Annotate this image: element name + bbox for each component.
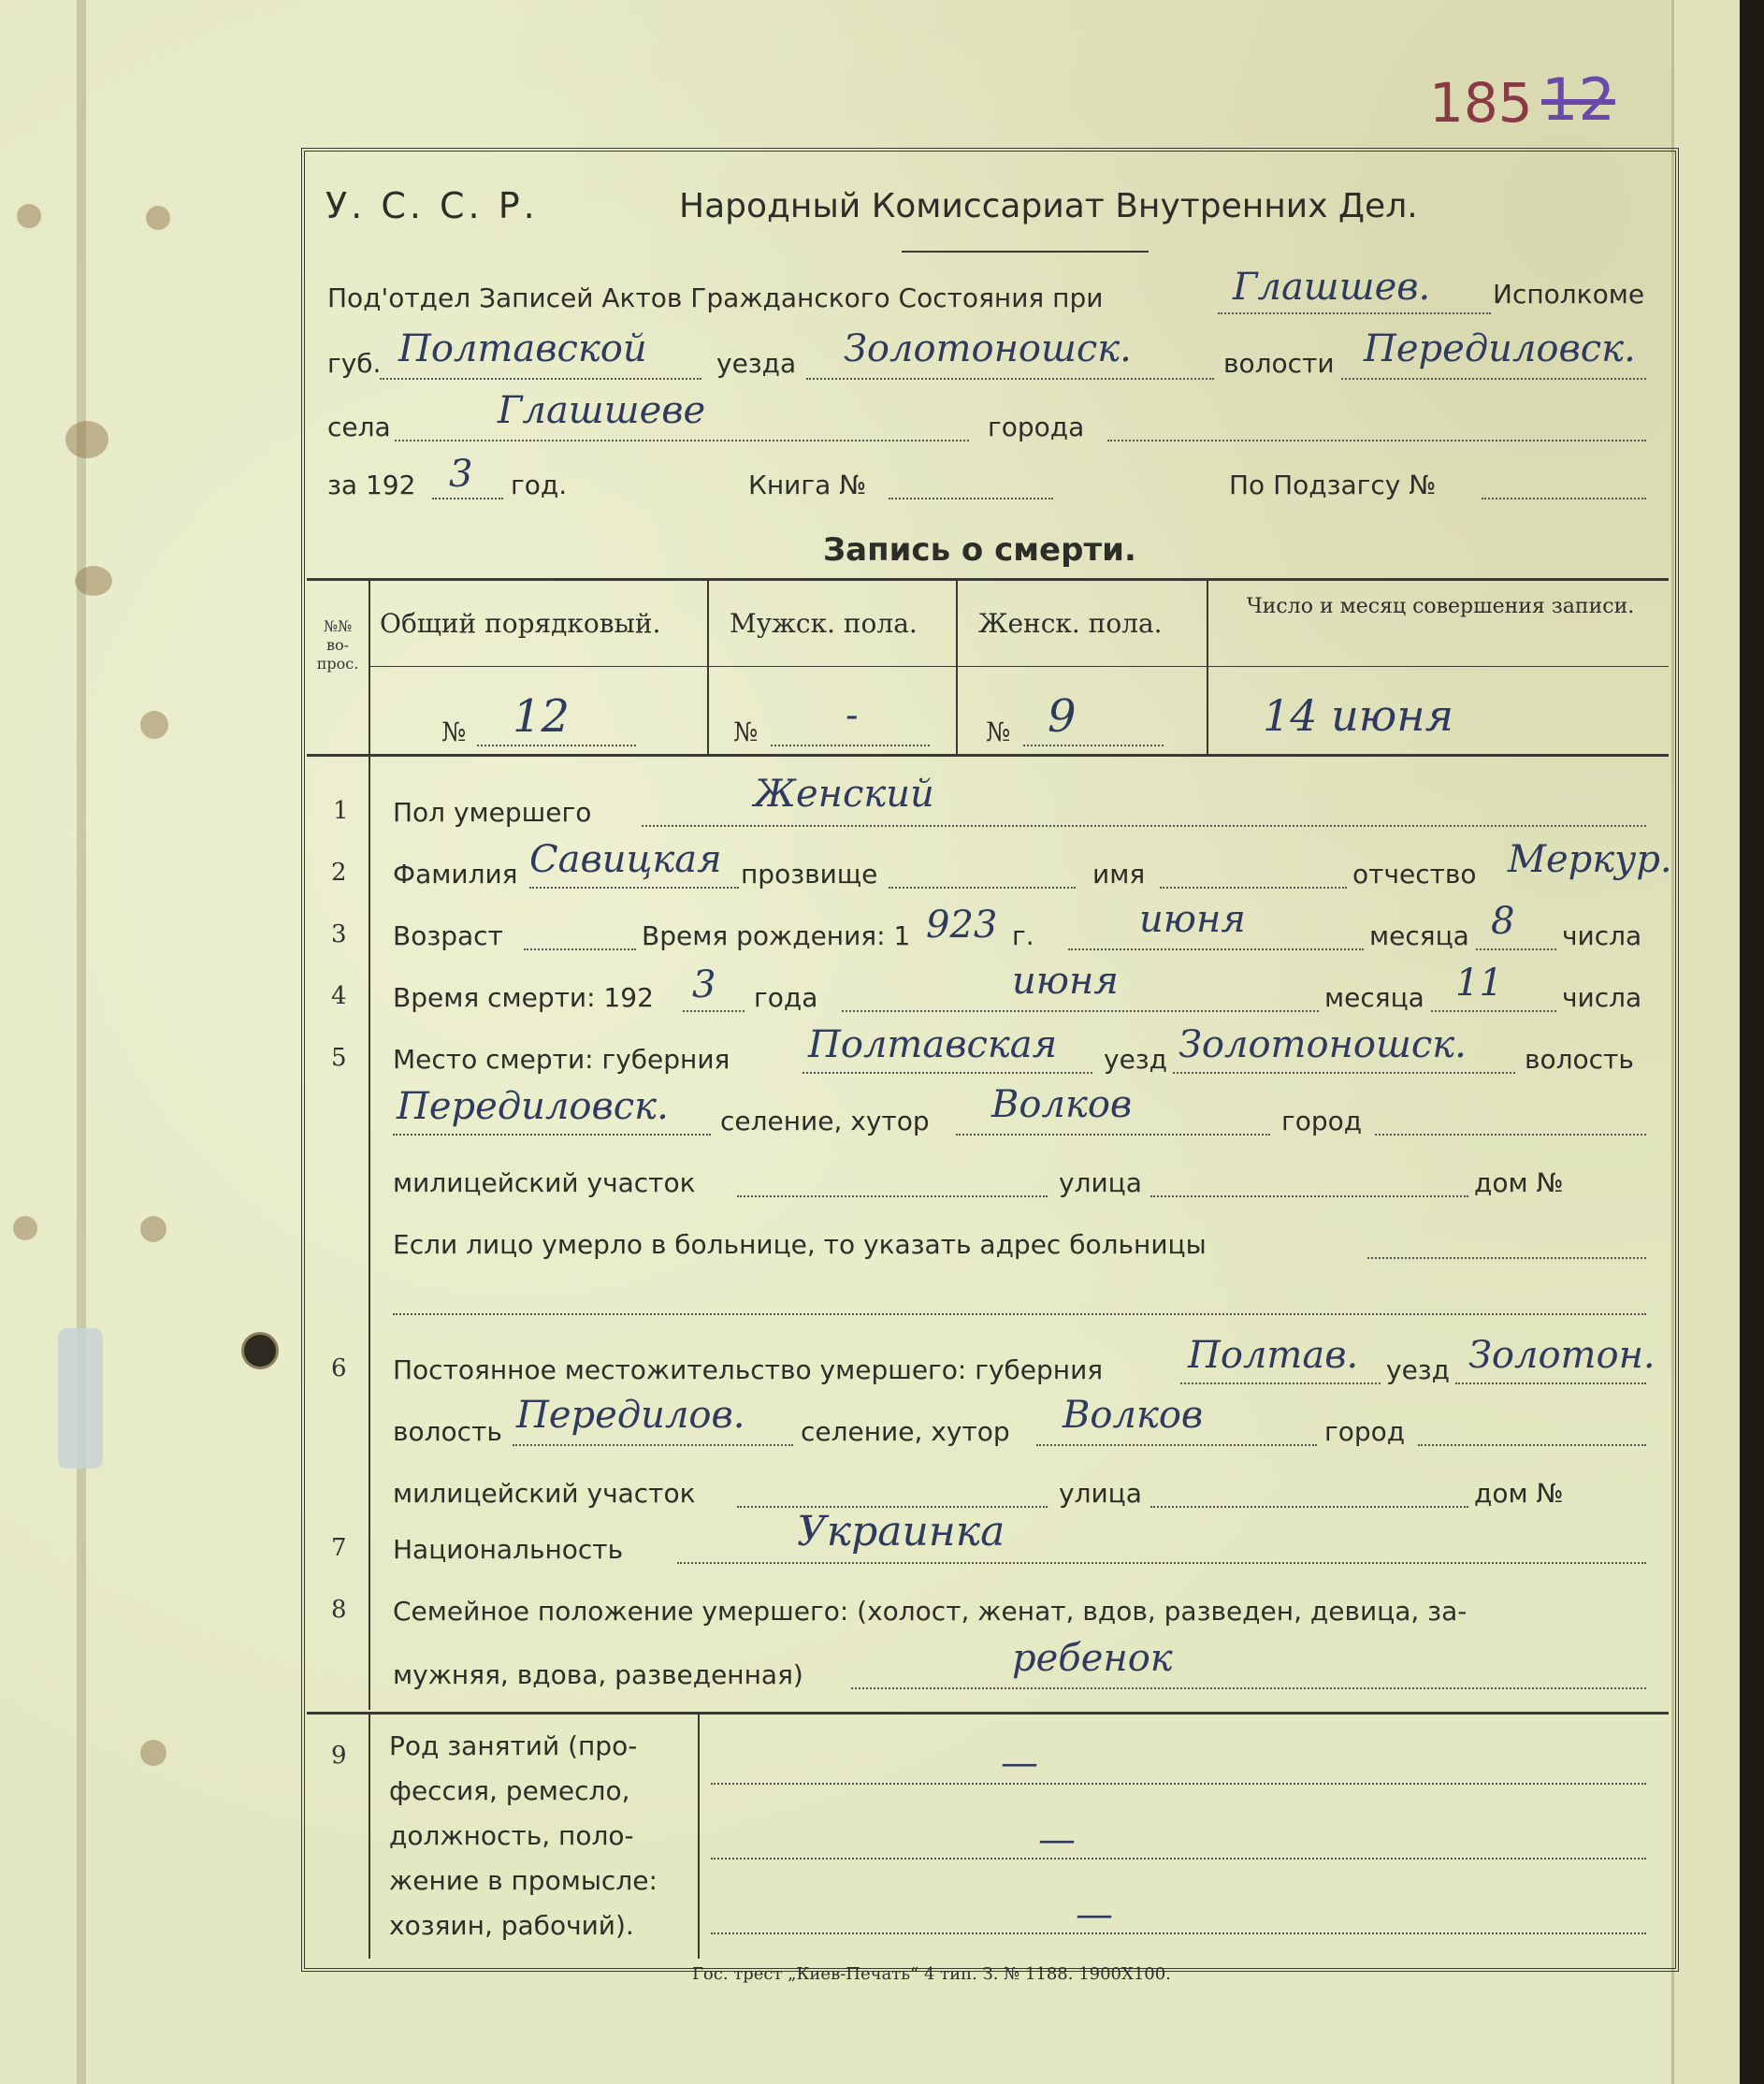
f7-value: Украинка bbox=[797, 1508, 1005, 1556]
record-date-value: 14 июня bbox=[1263, 690, 1454, 741]
f6-street-label: улица bbox=[1059, 1478, 1142, 1509]
f5-mil-line bbox=[737, 1195, 1048, 1197]
subdept-line bbox=[1218, 312, 1491, 314]
row-number: 1 bbox=[333, 797, 349, 825]
f6-volost-line bbox=[513, 1444, 793, 1446]
f3-month-label: месяца bbox=[1369, 920, 1469, 951]
f6-uezd-label: уезд bbox=[1386, 1354, 1451, 1385]
subdept-value: Глашшев. bbox=[1233, 266, 1431, 309]
year-line bbox=[432, 498, 503, 499]
table-col-line bbox=[1207, 580, 1208, 754]
uezd-line bbox=[806, 378, 1214, 380]
row-number: 3 bbox=[331, 920, 347, 948]
selo-value: Глашшеве bbox=[498, 389, 706, 432]
f7-line bbox=[677, 1562, 1646, 1564]
f3-day-line bbox=[1476, 948, 1556, 950]
table-bottom-line bbox=[307, 754, 1669, 757]
f6-label: Постоянное местожительство умершего: губерния bbox=[393, 1354, 1104, 1385]
row-number: 5 bbox=[331, 1044, 347, 1072]
gorod-line bbox=[1107, 440, 1646, 441]
punch-hole bbox=[241, 1332, 279, 1369]
f6-selo-line bbox=[1036, 1444, 1317, 1446]
f9-value: — bbox=[1001, 1742, 1038, 1785]
title-underline bbox=[902, 251, 1149, 253]
general-no-line bbox=[477, 745, 636, 746]
f4-day-label: числа bbox=[1562, 982, 1642, 1013]
no-label: № bbox=[441, 716, 467, 747]
f3-day-value: 8 bbox=[1491, 900, 1515, 943]
f9-value: — bbox=[1076, 1893, 1113, 1936]
stain bbox=[140, 1740, 166, 1766]
f5-house-label: дом № bbox=[1474, 1167, 1564, 1198]
row-number: 7 bbox=[331, 1534, 347, 1562]
f2-surname-label: Фамилия bbox=[393, 859, 518, 890]
f1-label: Пол умершего bbox=[393, 797, 592, 828]
table-top-line bbox=[307, 578, 1669, 581]
f2-nick-line bbox=[889, 887, 1076, 889]
table-mid-line bbox=[370, 666, 1669, 667]
f9-line bbox=[711, 1858, 1646, 1860]
podzags-line bbox=[1482, 498, 1646, 499]
f5-gorod-label: город bbox=[1281, 1106, 1363, 1136]
ispolkom-label: Исполкоме bbox=[1493, 279, 1645, 310]
f3-day-label: числа bbox=[1562, 920, 1642, 951]
repair-tape bbox=[58, 1328, 103, 1469]
male-no-value: - bbox=[846, 694, 859, 737]
f3-age-label: Возраст bbox=[393, 920, 503, 951]
volost-label: волости bbox=[1223, 348, 1335, 379]
f9-line bbox=[711, 1932, 1646, 1934]
f5-hospital-line bbox=[1367, 1257, 1646, 1259]
female-no-line bbox=[1023, 745, 1164, 746]
volost-line bbox=[1341, 378, 1646, 380]
archive-pencil-number: 185 bbox=[1429, 71, 1533, 135]
f4-month-line bbox=[842, 1010, 1319, 1012]
f6-uezd-value: Золотон. bbox=[1468, 1334, 1656, 1377]
subdept-label: Под'отдел Записей Актов Гражданского Состояния при bbox=[327, 282, 1104, 313]
row-number: 9 bbox=[331, 1742, 347, 1770]
f2-patr-value: Меркур. bbox=[1508, 838, 1672, 881]
row-number: 4 bbox=[331, 982, 347, 1010]
book-label: Книга № bbox=[748, 470, 867, 500]
f5-volost-label: волость bbox=[1525, 1044, 1634, 1075]
f5-hospital-line-2 bbox=[393, 1313, 1646, 1315]
year-value: 3 bbox=[449, 453, 473, 496]
gub-label: губ. bbox=[327, 348, 382, 379]
no-label: № bbox=[986, 716, 1011, 747]
archive-stamp-number: 12 bbox=[1541, 65, 1615, 134]
page-edge bbox=[1671, 0, 1740, 2084]
f6-volost-value: Передилов. bbox=[516, 1394, 745, 1437]
f9-label-line: хозяин, рабочий). bbox=[389, 1910, 634, 1941]
f8-label-2: мужняя, вдова, разведенная) bbox=[393, 1659, 803, 1690]
f8-line bbox=[851, 1687, 1646, 1689]
f6-street-line bbox=[1150, 1506, 1468, 1508]
male-no-line bbox=[771, 745, 930, 746]
f2-name-label: имя bbox=[1092, 859, 1146, 890]
f4-day-line bbox=[1431, 1010, 1556, 1012]
f5-hospital-label: Если лицо умерло в больнице, то указать адрес больницы bbox=[393, 1229, 1207, 1260]
uezd-label: уезда bbox=[716, 348, 797, 379]
f5-gub-line bbox=[802, 1072, 1092, 1074]
gub-line bbox=[380, 378, 701, 380]
binding-fold bbox=[77, 0, 86, 2084]
gub-value: Полтавской bbox=[398, 327, 647, 370]
f9-line bbox=[711, 1783, 1646, 1785]
f2-patr-label: отчество bbox=[1352, 859, 1477, 890]
f4-year-value: 3 bbox=[692, 963, 716, 1006]
stain bbox=[140, 711, 168, 739]
f4-month-value: июня bbox=[1012, 960, 1119, 1003]
f6-volost-label: волость bbox=[393, 1416, 502, 1447]
col-general-header: Общий порядковый. bbox=[380, 608, 661, 639]
row-number: 8 bbox=[331, 1596, 347, 1624]
year-suffix: год. bbox=[511, 470, 568, 500]
volost-value: Передиловск. bbox=[1364, 327, 1636, 370]
col-female-header: Женск. пола. bbox=[978, 608, 1163, 639]
f5-selo-label: селение, хутор bbox=[720, 1106, 930, 1136]
row-number-column-line bbox=[369, 756, 370, 1710]
f5-label: Место смерти: губерния bbox=[393, 1044, 730, 1075]
f1-line bbox=[642, 825, 1646, 827]
col-male-header: Мужск. пола. bbox=[730, 608, 918, 639]
f6-gub-value: Полтав. bbox=[1188, 1334, 1359, 1377]
stain bbox=[140, 1216, 166, 1242]
f4-month-label: месяца bbox=[1324, 982, 1424, 1013]
f5-gub-value: Полтавская bbox=[808, 1023, 1058, 1066]
stain bbox=[146, 206, 170, 230]
occupation-col-line bbox=[698, 1714, 700, 1959]
stain bbox=[17, 204, 41, 228]
f9-value: — bbox=[1038, 1818, 1076, 1861]
f3-g-label: г. bbox=[1012, 920, 1034, 951]
selo-line bbox=[395, 440, 969, 441]
f5-street-label: улица bbox=[1059, 1167, 1142, 1198]
occupation-col-line bbox=[369, 1714, 370, 1959]
f5-uezd-label: уезд bbox=[1104, 1044, 1168, 1075]
f9-label-line: жение в промысле: bbox=[389, 1865, 658, 1896]
f3-month-line bbox=[1068, 948, 1364, 950]
f6-mil-label: милицейский участок bbox=[393, 1478, 696, 1509]
f9-label-line: Род занятий (про- bbox=[389, 1730, 638, 1761]
record-title: Запись о смерти. bbox=[823, 531, 1136, 569]
table-col-line bbox=[707, 580, 709, 754]
f5-mil-label: милицейский участок bbox=[393, 1167, 696, 1198]
f3-month-value: июня bbox=[1139, 898, 1246, 941]
f2-surname-value: Савицкая bbox=[529, 838, 722, 881]
printer-footer: Гос. трест „Киев-Печать“ 4 тип. З. № 1188. 1900Х100. bbox=[692, 1964, 1171, 1984]
stain bbox=[13, 1216, 37, 1240]
republic-title: У. С. С. Р. bbox=[325, 185, 539, 226]
table-col-line bbox=[956, 580, 958, 754]
f9-label-line: должность, поло- bbox=[389, 1820, 634, 1851]
col-date-header: Число и месяц совершения записи. bbox=[1246, 595, 1635, 618]
f3-birth-year: 923 bbox=[926, 904, 998, 947]
stain bbox=[65, 421, 108, 458]
f6-selo-value: Волков bbox=[1063, 1394, 1204, 1437]
f8-label: Семейное положение умершего: (холост, женат, вдов, разведен, девица, за- bbox=[393, 1596, 1468, 1627]
f5-uezd-line bbox=[1173, 1072, 1515, 1074]
f5-uezd-value: Золотоношск. bbox=[1178, 1023, 1467, 1066]
f8-value: ребенок bbox=[1012, 1637, 1173, 1680]
podzags-label: По Подзагсу № bbox=[1229, 470, 1437, 500]
f5-selo-line bbox=[956, 1134, 1270, 1136]
f6-house-label: дом № bbox=[1474, 1478, 1564, 1509]
f4-year-label: года bbox=[754, 982, 818, 1013]
f4-label: Время смерти: 192 bbox=[393, 982, 654, 1013]
stain bbox=[75, 566, 112, 596]
selo-label: села bbox=[327, 412, 391, 442]
f5-volost-line bbox=[393, 1134, 711, 1136]
gorod-label: города bbox=[988, 412, 1085, 442]
f6-gorod-label: город bbox=[1324, 1416, 1406, 1447]
f3-age-line bbox=[524, 948, 636, 950]
general-no-value: 12 bbox=[513, 690, 571, 743]
f6-selo-label: селение, хутор bbox=[801, 1416, 1010, 1447]
f2-nick-label: прозвище bbox=[741, 859, 878, 890]
row-number: 6 bbox=[331, 1354, 347, 1382]
f4-year-line bbox=[683, 1010, 745, 1012]
f7-label: Национальность bbox=[393, 1534, 624, 1565]
occupation-top-line bbox=[307, 1712, 1669, 1715]
f5-selo-value: Волков bbox=[991, 1083, 1133, 1126]
f9-label-line: фессия, ремесло, bbox=[389, 1775, 630, 1806]
f5-volost-value: Передиловск. bbox=[397, 1085, 669, 1128]
uezd-value: Золотоношск. bbox=[844, 327, 1132, 370]
f2-surname-line bbox=[529, 887, 739, 889]
book-line bbox=[889, 498, 1053, 499]
f6-gorod-line bbox=[1418, 1444, 1646, 1446]
row-number: 2 bbox=[331, 859, 347, 887]
f5-street-line bbox=[1150, 1195, 1468, 1197]
no-label: № bbox=[733, 716, 759, 747]
year-label: за 192 bbox=[327, 470, 416, 500]
f6-gub-line bbox=[1180, 1382, 1381, 1384]
f1-value: Женский bbox=[754, 773, 934, 816]
f2-name-line bbox=[1160, 887, 1347, 889]
f6-uezd-line bbox=[1455, 1382, 1646, 1384]
table-col-line bbox=[369, 580, 370, 754]
f4-day-value: 11 bbox=[1455, 962, 1503, 1005]
commissariat-title: Народный Комиссариат Внутренних Дел. bbox=[679, 187, 1418, 225]
f5-gorod-line bbox=[1375, 1134, 1646, 1136]
question-number-header: №№ во- прос. bbox=[316, 617, 359, 673]
f3-birth-label: Время рождения: 1 bbox=[642, 920, 911, 951]
female-no-value: 9 bbox=[1048, 690, 1077, 743]
